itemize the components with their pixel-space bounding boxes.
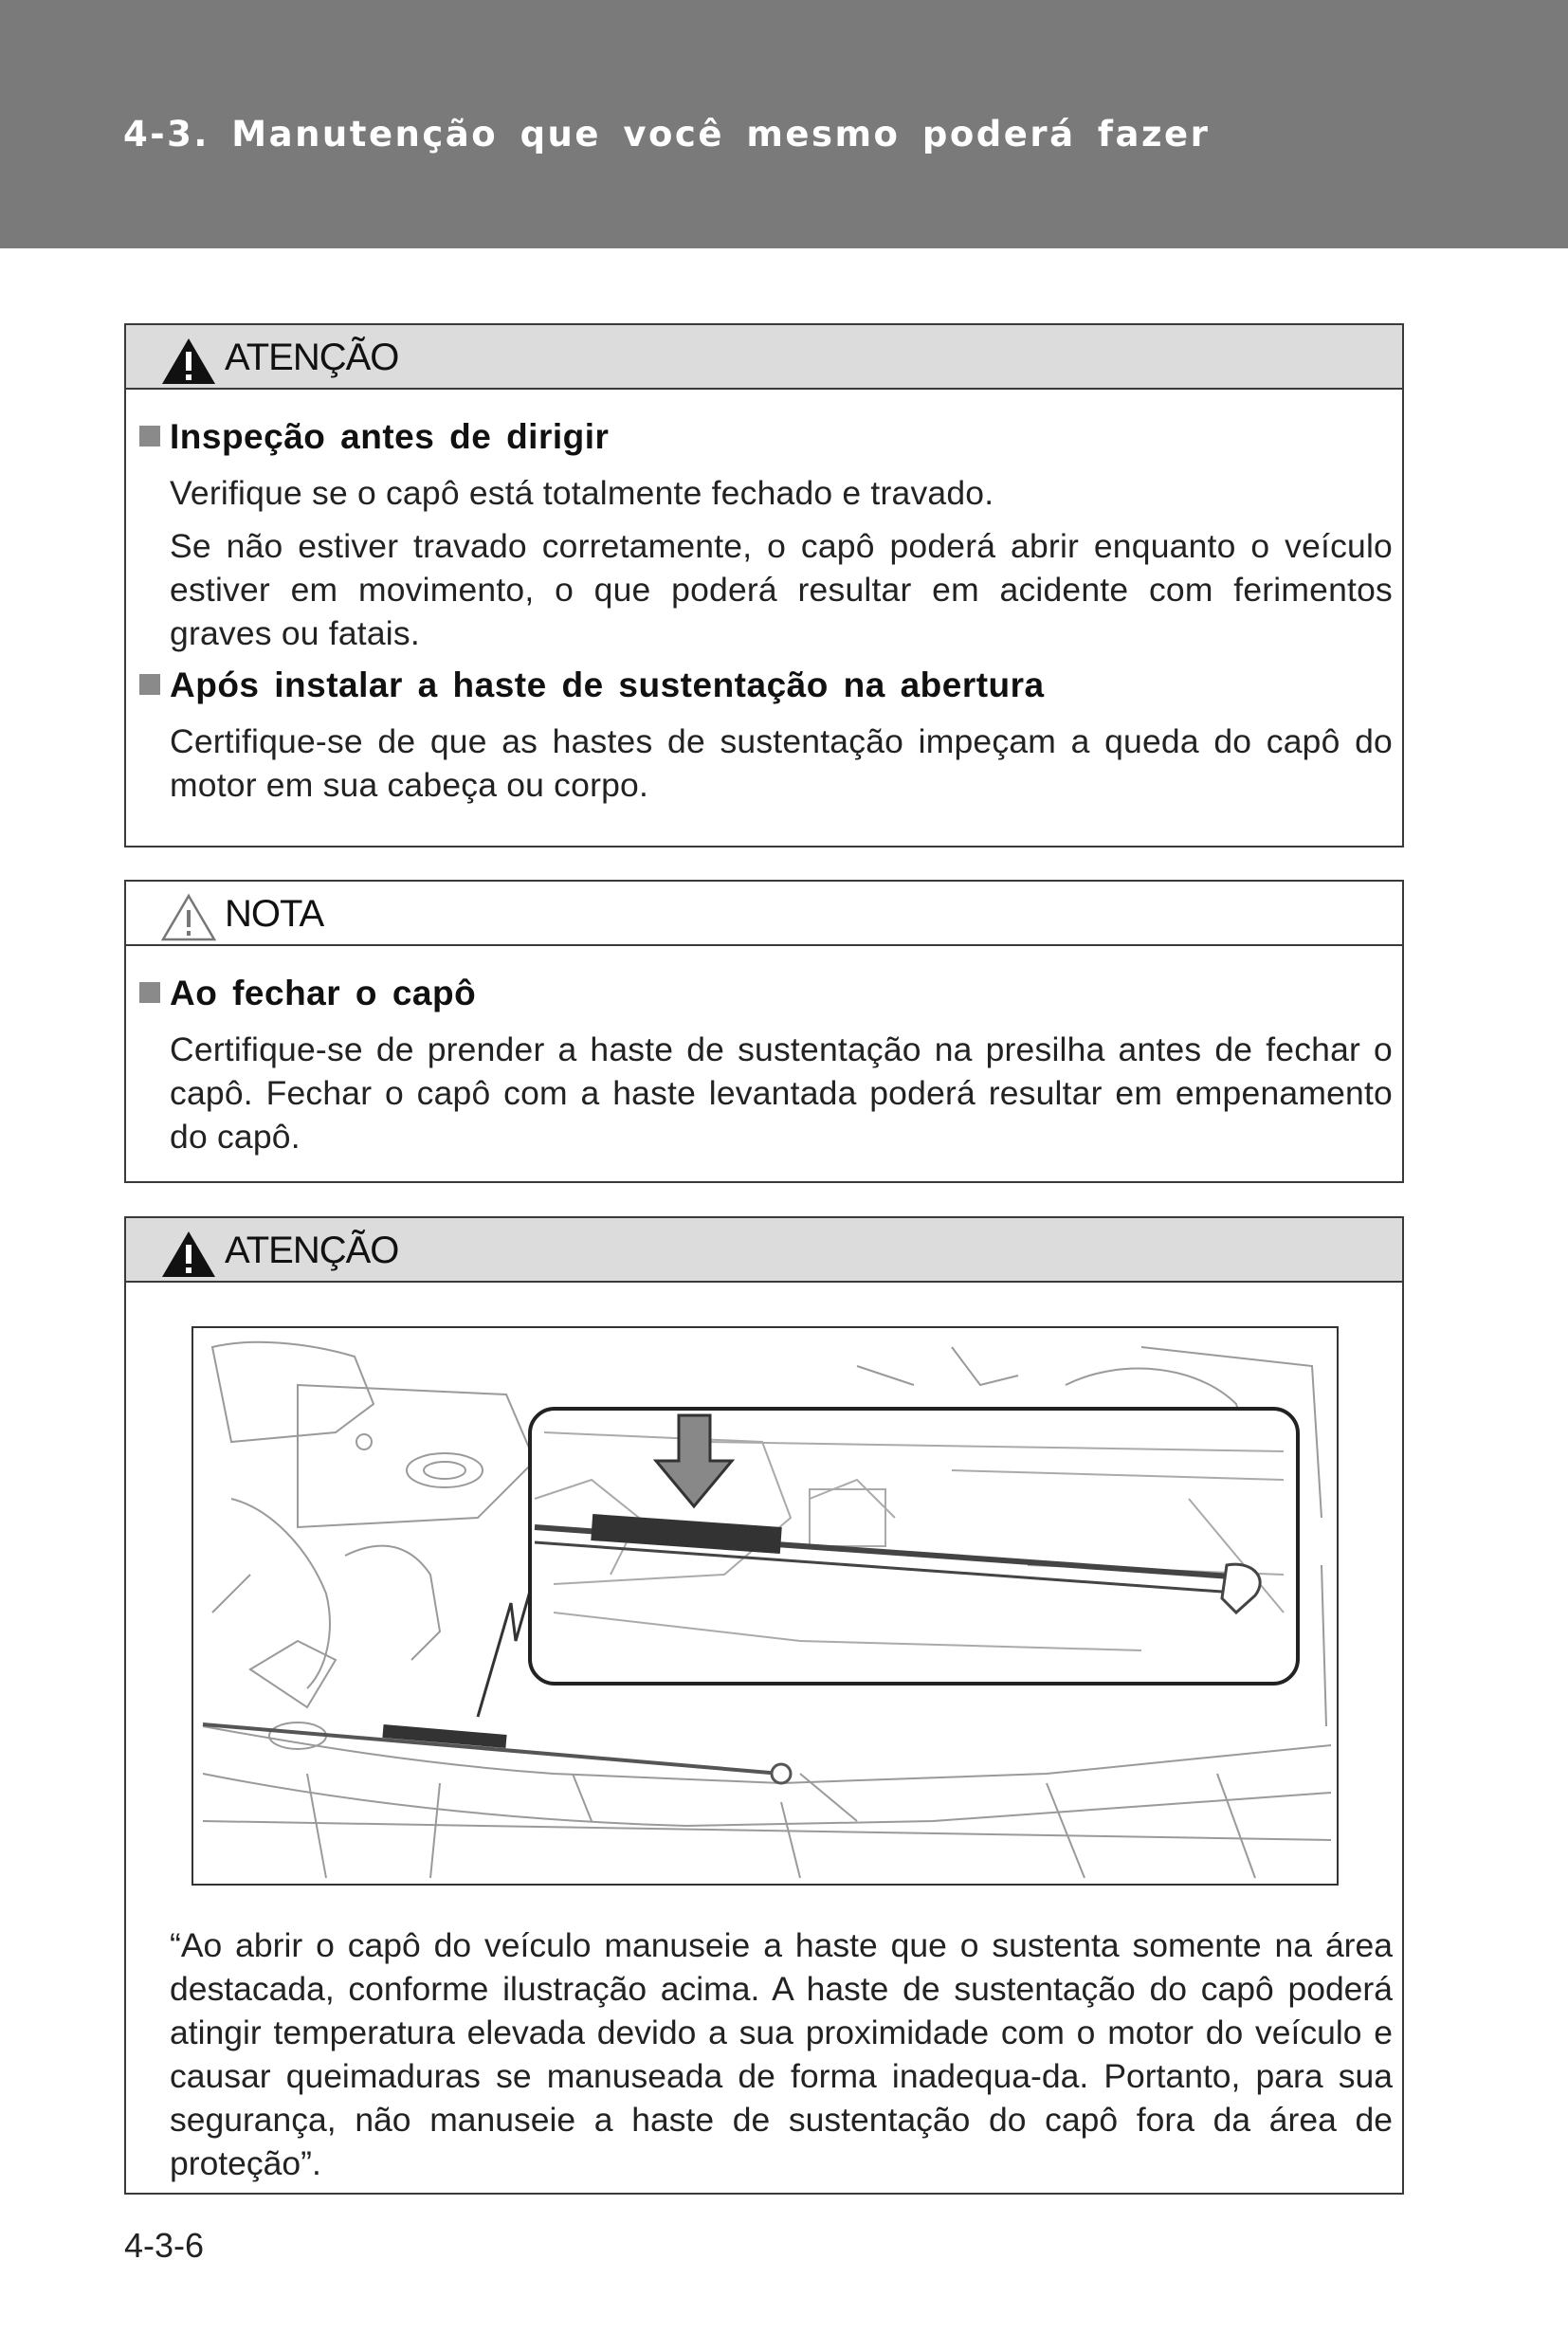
note-body — [126, 946, 1402, 1196]
paragraph: Se não estiver travado corretamente, o capô poderá abrir enquanto o veículo estiver em movimento, o que poderá resultar em acidente com ferimentos graves ou fatais. — [170, 527, 1393, 652]
warning-triangle-outline-icon — [160, 893, 217, 942]
engine-bay-drawing — [193, 1328, 1339, 1886]
heading-text: Inspeção antes de dirigir — [170, 417, 610, 456]
note-box-header — [126, 882, 1402, 946]
warning-title: ATENÇÃO — [225, 1230, 399, 1271]
warning-triangle-filled-icon — [160, 1230, 217, 1279]
engine-bay-illustration — [191, 1326, 1339, 1886]
square-bullet-icon — [139, 674, 160, 695]
heading-text: Ao fechar o capô — [170, 974, 477, 1012]
paragraph: Certifique-se de que as hastes de sustentação impeçam a queda do capô do motor em sua cabeça ou corpo. — [170, 722, 1393, 804]
warning-box-inspection — [124, 323, 1404, 847]
warning-box-header — [126, 325, 1402, 390]
page-number: 4-3-6 — [124, 2226, 205, 2265]
subsection-heading — [126, 416, 1393, 458]
warning-box-hood-support — [124, 1216, 1404, 2195]
paragraph: Verifique se o capô está totalmente fechado e travado. — [170, 474, 994, 512]
warning-triangle-filled-icon — [160, 337, 217, 386]
square-bullet-icon — [139, 982, 160, 1003]
chapter-header-band — [0, 0, 1568, 248]
illustration-caption: “Ao abrir o capô do veículo manuseie a haste que o sustenta somente na área destacada, conforme ilustração acima. A haste de sustentação do capô poderá atingir temperatura elevada devido a sua proximidade com o motor do veículo e causar queimaduras se manuseada de forma inadequa-da. Portanto, para sua segurança, não manuseie a haste de sustentação do capô fora da área de proteção”. — [170, 1926, 1393, 2182]
subsection-heading — [126, 665, 1393, 706]
heading-text: Após instalar a haste de sustentação na abertura — [170, 665, 1045, 704]
note-box-closing-hood — [124, 880, 1404, 1183]
section-title: 4-3. Manutenção que você mesmo poderá fazer — [123, 114, 1211, 155]
paragraph: Certifique-se de prender a haste de sustentação na presilha antes de fechar o capô. Fechar o capô com a haste levantada poderá resultar em empenamento do capô. — [170, 1030, 1393, 1156]
warning-box-header — [126, 1218, 1402, 1283]
warning-body — [126, 390, 1402, 845]
note-title: NOTA — [225, 893, 324, 935]
square-bullet-icon — [139, 426, 160, 447]
warning-title: ATENÇÃO — [225, 337, 399, 378]
subsection-heading — [126, 973, 1393, 1014]
